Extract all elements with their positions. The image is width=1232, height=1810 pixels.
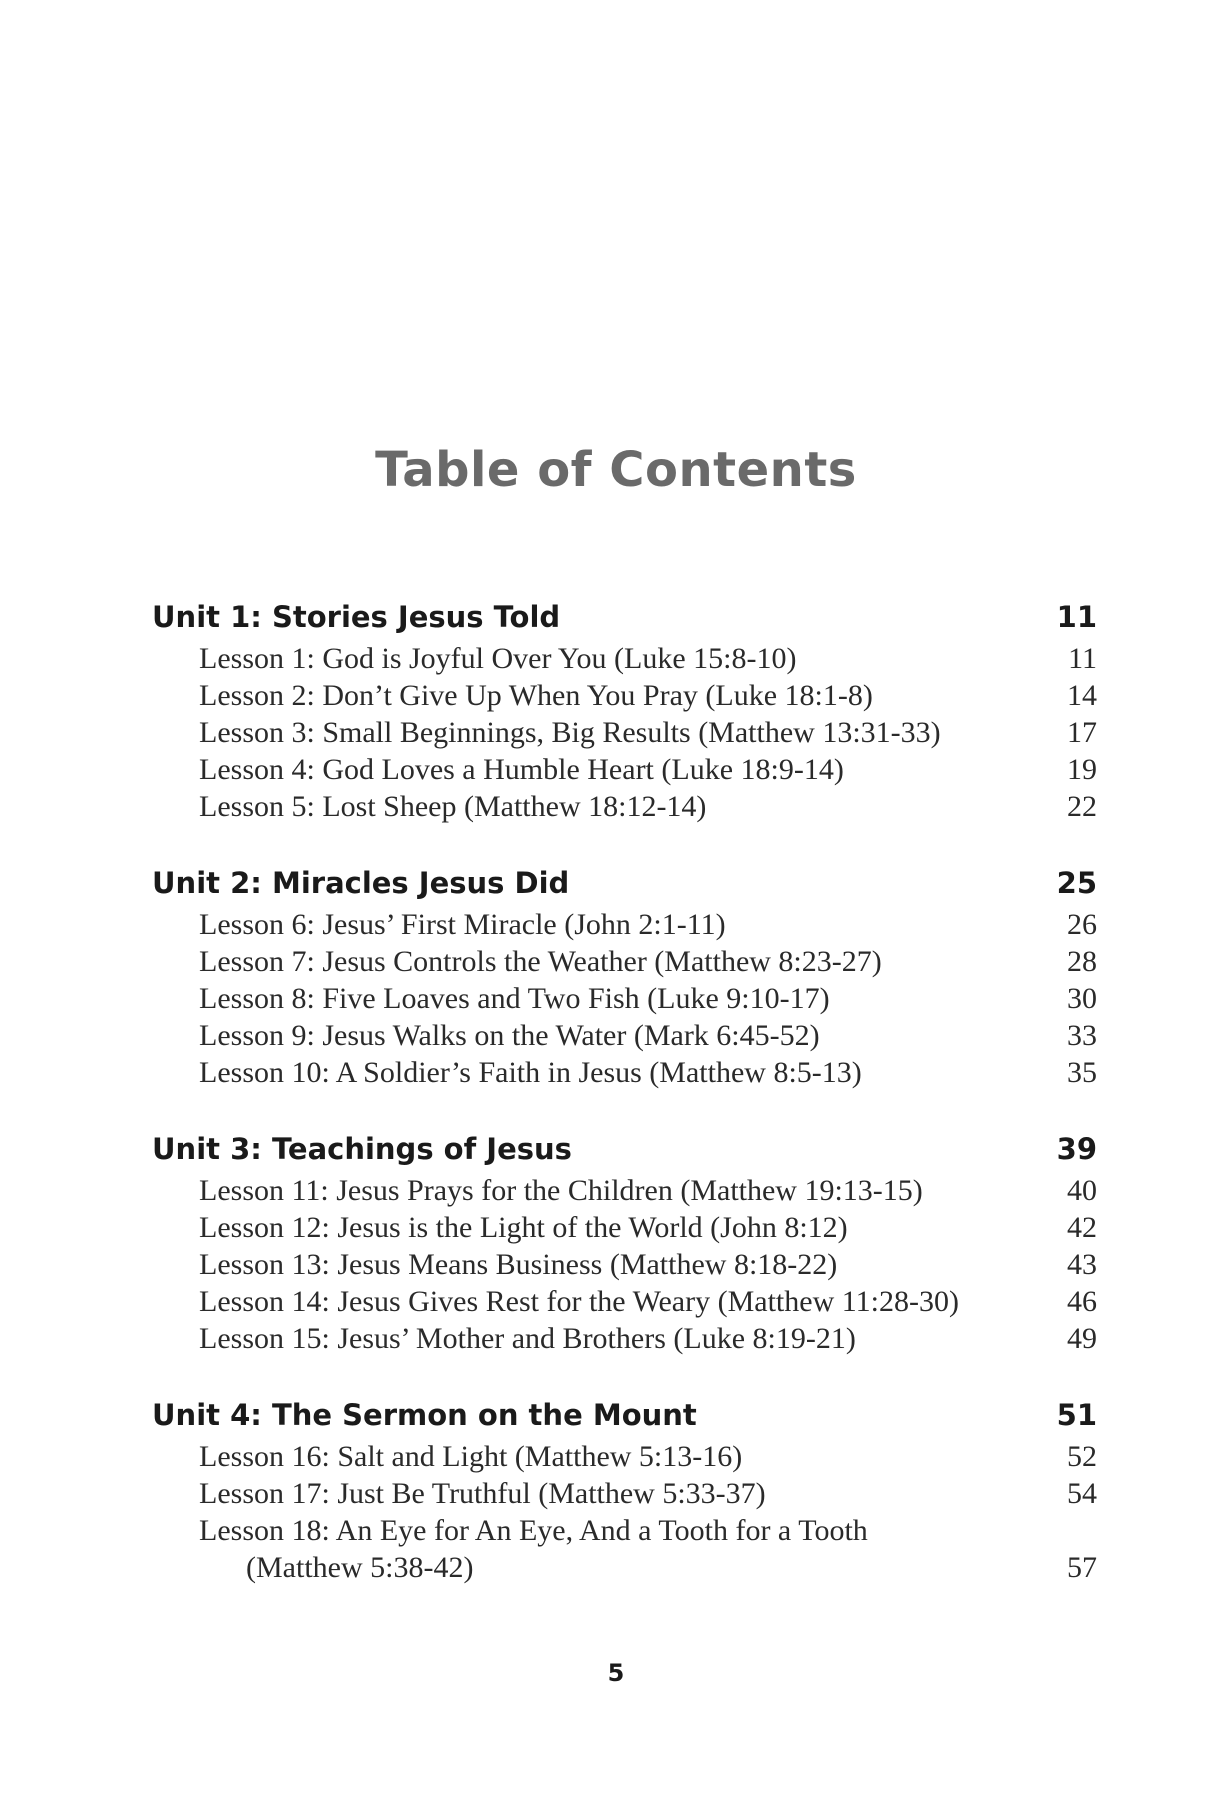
unit-page-number: 39 bbox=[1056, 1132, 1097, 1166]
lesson-entry[interactable] bbox=[152, 714, 1097, 751]
lesson-page-number: 22 bbox=[1067, 790, 1097, 823]
toc-unit bbox=[152, 861, 1097, 1091]
lesson-entry[interactable] bbox=[152, 1246, 1097, 1283]
lesson-page-number: 30 bbox=[1067, 982, 1097, 1015]
lesson-title: Lesson 4: God Loves a Humble Heart (Luke 18:9-14) bbox=[199, 753, 844, 786]
lesson-entry[interactable] bbox=[152, 1054, 1097, 1091]
lesson-entry[interactable] bbox=[152, 1017, 1097, 1054]
lesson-entry[interactable] bbox=[152, 677, 1097, 714]
lesson-title: Lesson 12: Jesus is the Light of the World (John 8:12) bbox=[199, 1211, 848, 1244]
lesson-title: Lesson 9: Jesus Walks on the Water (Mark 6:45-52) bbox=[199, 1019, 820, 1052]
unit-heading[interactable] bbox=[152, 595, 1097, 639]
lesson-page-number: 52 bbox=[1067, 1440, 1097, 1473]
table-of-contents bbox=[152, 595, 1097, 1622]
unit-title: Unit 2: Miracles Jesus Did bbox=[152, 866, 570, 900]
lesson-page-number: 19 bbox=[1067, 753, 1097, 786]
lesson-page-number: 49 bbox=[1067, 1322, 1097, 1355]
lesson-page-number: 33 bbox=[1067, 1019, 1097, 1052]
page-title: Table of Contents bbox=[375, 442, 857, 498]
lesson-page-number: 17 bbox=[1067, 716, 1097, 749]
lesson-title: Lesson 8: Five Loaves and Two Fish (Luke 9:10-17) bbox=[199, 982, 830, 1015]
lesson-entry[interactable] bbox=[152, 640, 1097, 677]
lesson-entry[interactable] bbox=[152, 1438, 1097, 1475]
lesson-entry[interactable] bbox=[152, 980, 1097, 1017]
lesson-page-number: 26 bbox=[1067, 908, 1097, 941]
lesson-title: Lesson 10: A Soldier’s Faith in Jesus (Matthew 8:5-13) bbox=[199, 1056, 862, 1089]
lesson-title: Lesson 3: Small Beginnings, Big Results (Matthew 13:31-33) bbox=[199, 716, 941, 749]
lesson-page-number: 57 bbox=[1067, 1551, 1097, 1584]
lesson-title: Lesson 15: Jesus’ Mother and Brothers (Luke 8:19-21) bbox=[199, 1322, 856, 1355]
lesson-entry[interactable] bbox=[152, 1512, 1097, 1586]
lesson-title: Lesson 5: Lost Sheep (Matthew 18:12-14) bbox=[199, 790, 707, 823]
lesson-entry[interactable] bbox=[152, 906, 1097, 943]
unit-heading[interactable] bbox=[152, 1127, 1097, 1171]
unit-title: Unit 4: The Sermon on the Mount bbox=[152, 1398, 697, 1432]
lesson-page-number: 35 bbox=[1067, 1056, 1097, 1089]
lesson-list bbox=[152, 906, 1097, 1091]
lesson-page-number: 46 bbox=[1067, 1285, 1097, 1318]
lesson-title-line: Lesson 18: An Eye for An Eye, And a Tooth for a Tooth bbox=[199, 1514, 868, 1547]
unit-page-number: 11 bbox=[1056, 600, 1097, 634]
lesson-page-number: 14 bbox=[1067, 679, 1097, 712]
lesson-title-wrapped bbox=[152, 1512, 868, 1586]
lesson-entry[interactable] bbox=[152, 788, 1097, 825]
lesson-page-number: 11 bbox=[1068, 642, 1097, 675]
lesson-title: Lesson 6: Jesus’ First Miracle (John 2:1-11) bbox=[199, 908, 726, 941]
toc-unit bbox=[152, 1393, 1097, 1586]
lesson-title: Lesson 11: Jesus Prays for the Children (Matthew 19:13-15) bbox=[199, 1174, 923, 1207]
lesson-list bbox=[152, 1172, 1097, 1357]
toc-unit bbox=[152, 1127, 1097, 1357]
lesson-entry[interactable] bbox=[152, 751, 1097, 788]
lesson-page-number: 42 bbox=[1067, 1211, 1097, 1244]
lesson-page-number: 43 bbox=[1067, 1248, 1097, 1281]
lesson-title: Lesson 2: Don’t Give Up When You Pray (Luke 18:1-8) bbox=[199, 679, 873, 712]
unit-page-number: 51 bbox=[1056, 1398, 1097, 1432]
lesson-title: Lesson 16: Salt and Light (Matthew 5:13-16) bbox=[199, 1440, 743, 1473]
lesson-title-continuation: (Matthew 5:38-42) bbox=[246, 1551, 474, 1584]
unit-title: Unit 3: Teachings of Jesus bbox=[152, 1132, 572, 1166]
lesson-page-number: 54 bbox=[1067, 1477, 1097, 1510]
page-number: 5 bbox=[607, 1659, 625, 1687]
lesson-list bbox=[152, 640, 1097, 825]
unit-heading[interactable] bbox=[152, 861, 1097, 905]
lesson-title: Lesson 14: Jesus Gives Rest for the Weary (Matthew 11:28-30) bbox=[199, 1285, 959, 1318]
lesson-entry[interactable] bbox=[152, 943, 1097, 980]
unit-page-number: 25 bbox=[1056, 866, 1097, 900]
unit-heading[interactable] bbox=[152, 1393, 1097, 1437]
lesson-entry[interactable] bbox=[152, 1172, 1097, 1209]
lesson-entry[interactable] bbox=[152, 1209, 1097, 1246]
lesson-title: Lesson 7: Jesus Controls the Weather (Matthew 8:23-27) bbox=[199, 945, 882, 978]
toc-unit bbox=[152, 595, 1097, 825]
lesson-title: Lesson 17: Just Be Truthful (Matthew 5:33-37) bbox=[199, 1477, 766, 1510]
lesson-page-number: 28 bbox=[1067, 945, 1097, 978]
lesson-entry[interactable] bbox=[152, 1283, 1097, 1320]
lesson-list bbox=[152, 1438, 1097, 1586]
lesson-title: Lesson 13: Jesus Means Business (Matthew 8:18-22) bbox=[199, 1248, 838, 1281]
lesson-page-number: 40 bbox=[1067, 1174, 1097, 1207]
unit-title: Unit 1: Stories Jesus Told bbox=[152, 600, 561, 634]
lesson-entry[interactable] bbox=[152, 1320, 1097, 1357]
lesson-entry[interactable] bbox=[152, 1475, 1097, 1512]
lesson-title: Lesson 1: God is Joyful Over You (Luke 15:8-10) bbox=[199, 642, 797, 675]
